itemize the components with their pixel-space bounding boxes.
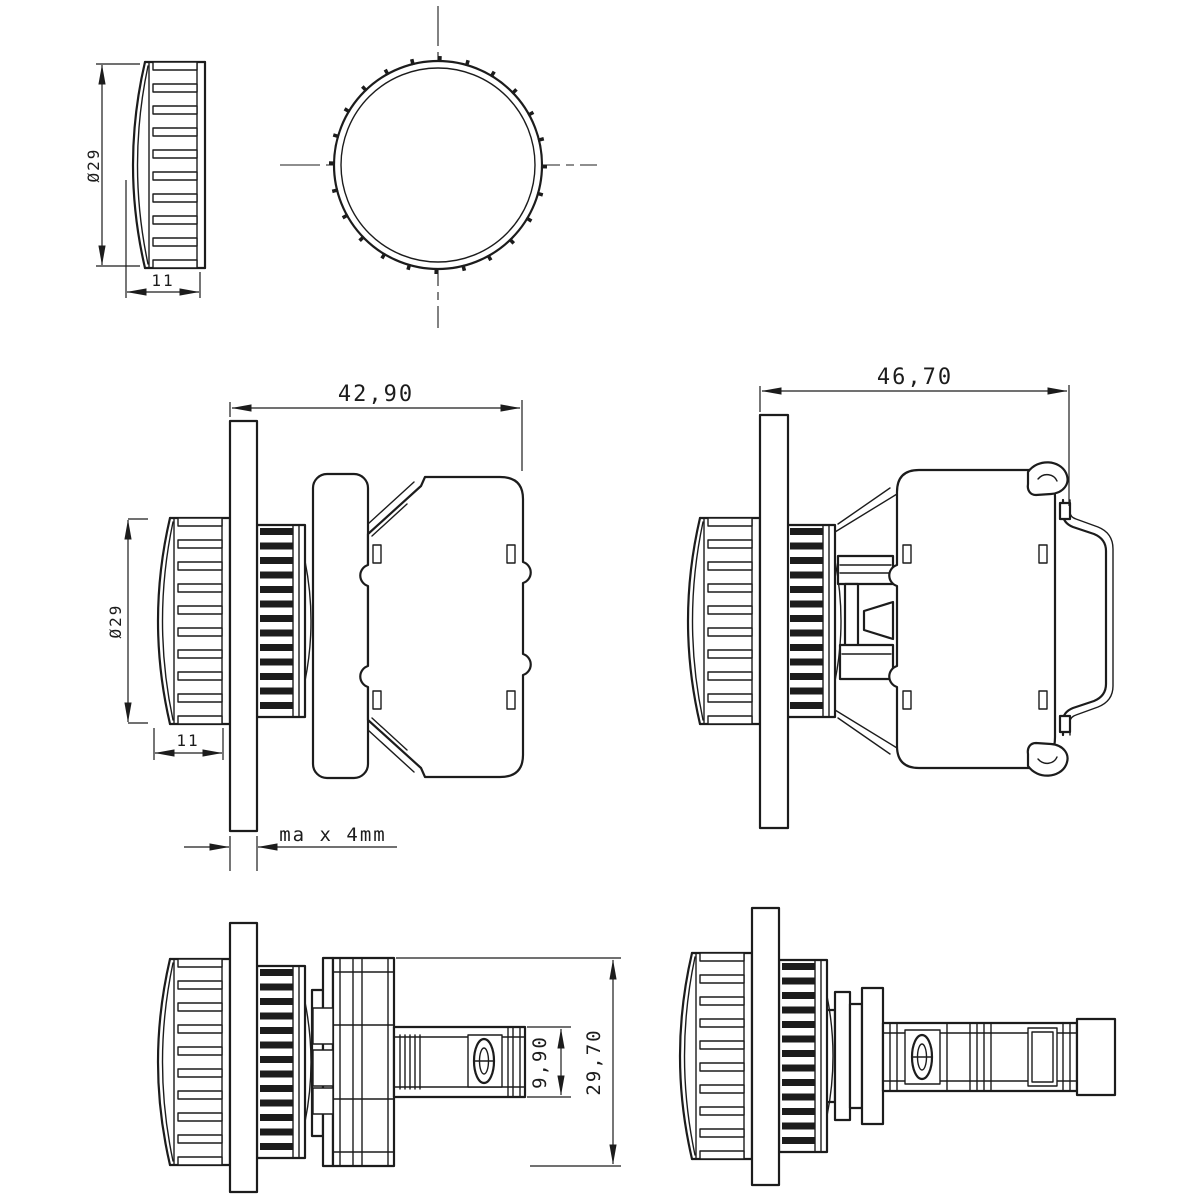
contact-block-top xyxy=(333,958,394,1166)
dim-terminal-height: 9,90 xyxy=(529,1035,551,1089)
dim-lens-depth: 11 xyxy=(151,271,175,290)
dim-lens-depth: 11 xyxy=(176,731,200,750)
block-slot xyxy=(373,691,381,709)
block-slot xyxy=(1039,691,1047,709)
din-rail-side-view xyxy=(688,365,1113,828)
block-slot xyxy=(507,545,515,563)
mounting-panel xyxy=(230,421,257,831)
block-slot xyxy=(1039,545,1047,563)
rail-end-cap xyxy=(1077,1019,1115,1095)
contact-block xyxy=(360,477,530,777)
din-rail-profile xyxy=(1060,500,1113,735)
lens-front-view xyxy=(280,6,597,328)
lamp-holder xyxy=(313,474,368,778)
block-slot xyxy=(373,545,381,563)
din-rail-top-view xyxy=(680,908,1115,1185)
panel-mount-side-view xyxy=(106,382,531,871)
block-slot xyxy=(903,691,911,709)
dim-overall-depth: 42,90 xyxy=(337,382,415,407)
din-adapter xyxy=(838,556,893,679)
mounting-panel xyxy=(230,923,257,1192)
contact-block xyxy=(889,470,1055,768)
block-slot xyxy=(903,545,911,563)
mounting-panel xyxy=(760,415,788,828)
mounting-panel xyxy=(752,908,779,1185)
dim-overall-height: 29,70 xyxy=(583,1028,605,1096)
lens-outer-circle xyxy=(334,61,542,269)
dim-diameter: Ø29 xyxy=(106,603,125,639)
dim-max-panel-thickness: ma x 4mm xyxy=(279,824,387,846)
lens-side-view xyxy=(84,62,205,298)
block-slot xyxy=(507,691,515,709)
dim-overall-depth-din: 46,70 xyxy=(876,365,954,390)
panel-mount-top-view xyxy=(158,923,621,1192)
adapter-top xyxy=(862,988,883,1124)
dim-lens-diameter: Ø29 xyxy=(84,147,103,183)
